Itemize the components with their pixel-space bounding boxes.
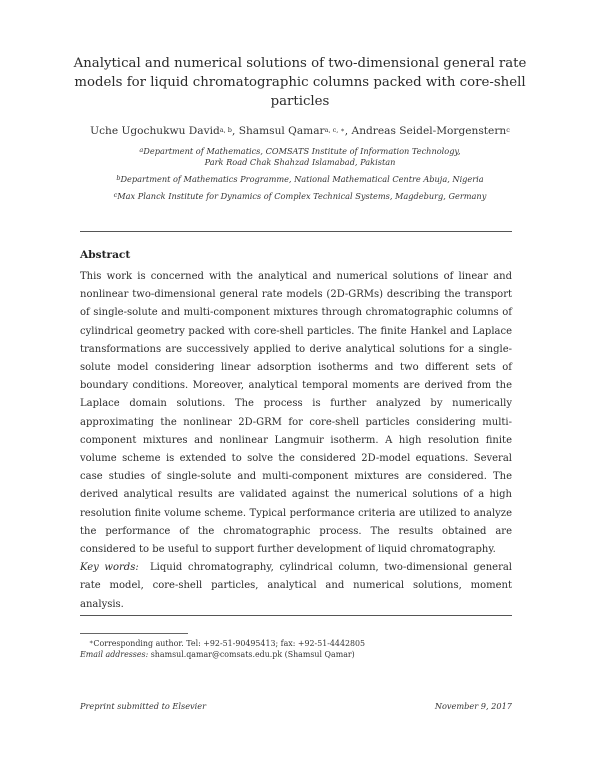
author-name: Andreas Seidel-Morgenstern (351, 125, 507, 137)
affil-line: Department of Mathematics, COMSATS Institute of Information Technology, (143, 146, 461, 156)
email-address: shamsul.qamar@comsats.edu.pk (Shamsul Qamar) (150, 650, 355, 659)
affil-mark: b (116, 174, 121, 182)
affil-line: Park Road Chak Shahzad Islamabad, Pakistan (204, 157, 396, 168)
keywords-label: Key words: (80, 562, 139, 574)
date: November 9, 2017 (434, 701, 512, 711)
author-name: Uche Ugochukwu David (90, 125, 220, 137)
footnote-mark: ∗ (89, 638, 94, 646)
abstract-body: This work is concerned with the analytical and numerical solutions of linear and nonlinear two-dimensional general rate models (2D-GRMs) describing the transport of single-solute and multi-component mixtures through chromatographic columns of cylindrical geometry packed with core-shell particles. The finite Hankel and Laplace transformations are successively applied to derive analytical solutions for a single-solute model considering linear adsorption isotherms and two different sets of boundary conditions. Moreover, analytical temporal moments are derived from the Laplace domain solutions. The process is further analyzed by numerically approximating the nonlinear 2D-GRM for core-shell particles considering multi-component mixtures and nonlinear Langmuir isotherm. A high resolution finite volume scheme is extended to solve the considered 2D-model equations. Several case studies of single-solute and multi-component mixtures are considered. The derived analytical results are validated against the numerical solutions of a high resolution finite volume scheme. Typical performance criteria are utilized to analyze the performance of the chromatographic process. The results obtained are considered to be useful to support further development of liquid chromatography. (80, 271, 512, 556)
affiliation-c (80, 191, 520, 202)
preprint-note: Preprint submitted to Elsevier (80, 701, 207, 711)
abstract-heading: Abstract (80, 249, 131, 261)
corresponding-author: Corresponding author. Tel: +92-51-90495413; fax: +92-51-4442805 (93, 639, 366, 648)
affil-mark: c (113, 191, 118, 199)
author-affil-mark: a, c, ∗ (324, 126, 345, 134)
author-list: Uche Ugochukwu David$^{a, b}$, Shamsul Qamar$^{a, c, ∗}$, Andreas Seidel-Morgenstern$^c$ (90, 125, 510, 137)
affil-mark: a (139, 146, 144, 154)
affil-line: Department of Mathematics Programme, National Mathematical Centre Abuja, Nigeria (120, 174, 484, 184)
email-label: Email addresses: (80, 650, 149, 659)
title-line: particles (270, 94, 330, 109)
footnote-corresponding (80, 638, 529, 649)
affil-line: Max Planck Institute for Dynamics of Complex Technical Systems, Magdeburg, Germany (117, 191, 487, 201)
affiliation-b (80, 174, 520, 185)
paper-title (70, 54, 530, 111)
footnote-email (80, 649, 520, 660)
author-affil-mark: a, b (219, 126, 232, 134)
abstract-text (80, 268, 512, 614)
keywords: Liquid chromatography, cylindrical column, two-dimensional general rate model, core-shell particles, analytical and numerical solutions, moment analysis. (80, 562, 513, 610)
abstract-top-rule (80, 231, 512, 232)
author-name: Shamsul Qamar (238, 125, 325, 137)
abstract-bottom-rule (80, 615, 512, 616)
author-affil-mark: c (506, 126, 510, 134)
title-line: Analytical and numerical solutions of two-dimensional general rate (73, 56, 527, 71)
affiliation-a (80, 146, 520, 168)
title-line: models for liquid chromatographic columns packed with core-shell (74, 75, 526, 90)
footnote-rule (80, 633, 188, 634)
